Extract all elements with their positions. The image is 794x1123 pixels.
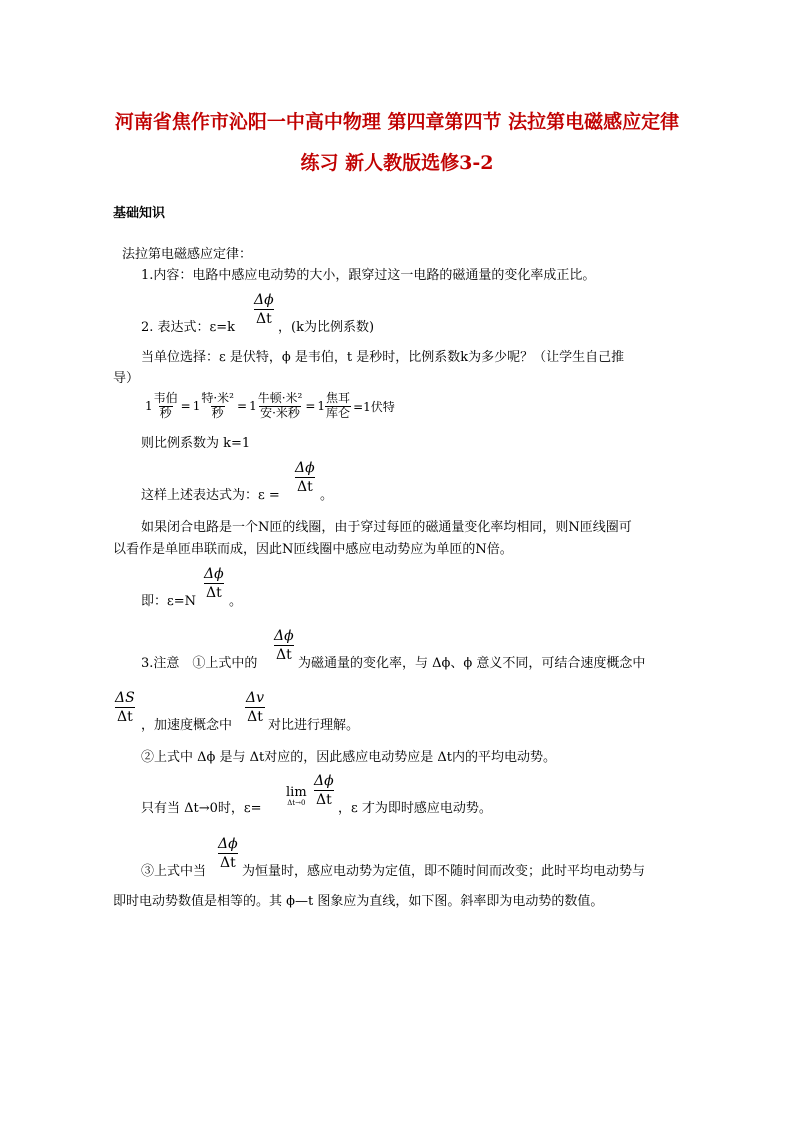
accel-fraction-den: Δt (247, 709, 263, 725)
unit-eq-equals-2: = (237, 399, 248, 414)
limit-fraction-den: Δt (315, 792, 332, 808)
unit-eq-frac1-den: 秒 (159, 405, 172, 420)
unit-eq-frac3-num: 牛顿·米² (257, 391, 303, 405)
item2-prefix: 2. 表达式：ε=k (141, 320, 236, 335)
unit-eq-frac4-num: 焦耳 (326, 391, 351, 405)
note3-3-prefix: ③上式中当 (141, 864, 207, 879)
unit-eq-one-1: 1 (145, 399, 153, 414)
accel-fraction (244, 690, 266, 725)
note3-suffix: 为磁通量的变化率，与 Δϕ、ϕ 意义不同，可结合速度概念中 (298, 656, 646, 671)
coil-line1: 如果闭合电路是一个N匝的线圈，由于穿过每匝的磁通量变化率均相同，则N匝线圈可 (141, 520, 632, 535)
item2-suffix: ，(k为比例系数) (278, 320, 375, 335)
note3-3-fraction-num: Δϕ (218, 836, 238, 852)
item2-fraction (252, 292, 276, 327)
speed-fraction-den: Δt (116, 709, 133, 725)
note3-fraction-den: Δt (275, 647, 292, 663)
unit-eq-frac2-den: 秒 (211, 405, 224, 420)
limit-sub: Δt→0 (287, 799, 306, 807)
unit-equation (145, 392, 395, 421)
coil-expr-fraction-den: Δt (205, 585, 222, 601)
unit-eq-equals-3: = (305, 399, 316, 414)
expr-prefix: 这样上述表达式为：ε = (141, 488, 280, 503)
unit-eq-one-2: 1 (192, 399, 201, 414)
document-title-line2: 练习 新人教版选修3-2 (300, 152, 494, 174)
unit-eq-result: =1伏特 (353, 399, 395, 414)
note3-prefix: 3.注意 ①上式中的 (141, 656, 258, 671)
speed-fraction-num: ΔS (115, 690, 135, 706)
document-title-line1: 河南省焦作市沁阳一中高中物理 第四章第四节 法拉第电磁感应定律 (114, 111, 680, 133)
unit-eq-one-3: 1 (249, 399, 257, 414)
note3-fraction-num: Δϕ (274, 628, 294, 644)
unit-eq-frac3 (257, 392, 304, 421)
unit-eq-frac2-num: 特·米² (201, 391, 234, 405)
coil-expr-prefix: 即：ε=N (141, 594, 197, 609)
limit-operator (286, 786, 307, 807)
limit-fraction-num: Δϕ (314, 773, 334, 789)
final-line: 即时电动势数值是相等的。其 ϕ—t 图象应为直线，如下图。斜率即为电动势的数值。 (113, 894, 604, 909)
unit-eq-equals-1: = (180, 399, 191, 414)
unit-eq-frac4-den: 库仑 (326, 405, 351, 420)
item1-text: 1.内容：电路中感应电动势的大小，跟穿过这一电路的磁通量的变化率成正比。 (141, 268, 596, 283)
note3-fraction (272, 628, 296, 663)
expr-fraction (293, 460, 317, 495)
note3-3-suffix: 为恒量时，感应电动势为定值，即不随时间而改变；此时平均电动势与 (242, 864, 646, 879)
item2-fraction-den: Δt (255, 311, 272, 327)
unit-eq-one-4: 1 (317, 399, 326, 414)
speed-fraction (113, 690, 137, 725)
limit-fraction (312, 773, 336, 808)
expr-suffix: 。 (320, 488, 334, 503)
limit-lim: lim (286, 785, 307, 800)
note3-2-text: ②上式中 Δϕ 是与 Δt对应的，因此感应电动势应是 Δt内的平均电动势。 (141, 750, 557, 765)
note3-3-fraction (216, 836, 240, 871)
unit-line1: 当单位选择：ε 是伏特，ϕ 是韦伯，t 是秒时，比例系数k为多少呢？（让学生自己推 (141, 350, 625, 365)
unit-eq-frac4 (325, 392, 351, 421)
note3-3-fraction-den: Δt (219, 855, 236, 871)
unit-eq-frac1 (153, 392, 179, 421)
unit-eq-frac2 (200, 392, 235, 421)
section-heading: 基础知识 (113, 206, 166, 221)
expr-fraction-num: Δϕ (295, 460, 315, 476)
coil-expr-suffix: 。 (229, 594, 243, 609)
coil-expr-fraction-num: Δϕ (204, 566, 224, 582)
speed-mid: ，加速度概念中 (141, 718, 233, 733)
coil-line2: 以看作是单匝串联而成，因此N匝线圈中感应电动势应为单匝的N倍。 (113, 542, 513, 557)
unit-eq-frac1-num: 韦伯 (153, 391, 178, 405)
item2-fraction-num: Δϕ (254, 292, 274, 308)
k-result: 则比例系数为 k=1 (141, 436, 251, 451)
limit-suffix: ，ε 才为即时感应电动势。 (338, 801, 492, 816)
intro-text: 法拉第电磁感应定律： (122, 247, 253, 262)
expr-fraction-den: Δt (296, 479, 313, 495)
accel-fraction-num: Δv (246, 690, 265, 706)
unit-line2: 导） (113, 371, 140, 386)
unit-eq-frac3-den: 安·米秒 (260, 405, 300, 420)
speed-suffix: 对比进行理解。 (268, 718, 360, 733)
coil-expr-fraction (202, 566, 226, 601)
limit-prefix: 只有当 Δt→0时，ε= (141, 801, 262, 816)
